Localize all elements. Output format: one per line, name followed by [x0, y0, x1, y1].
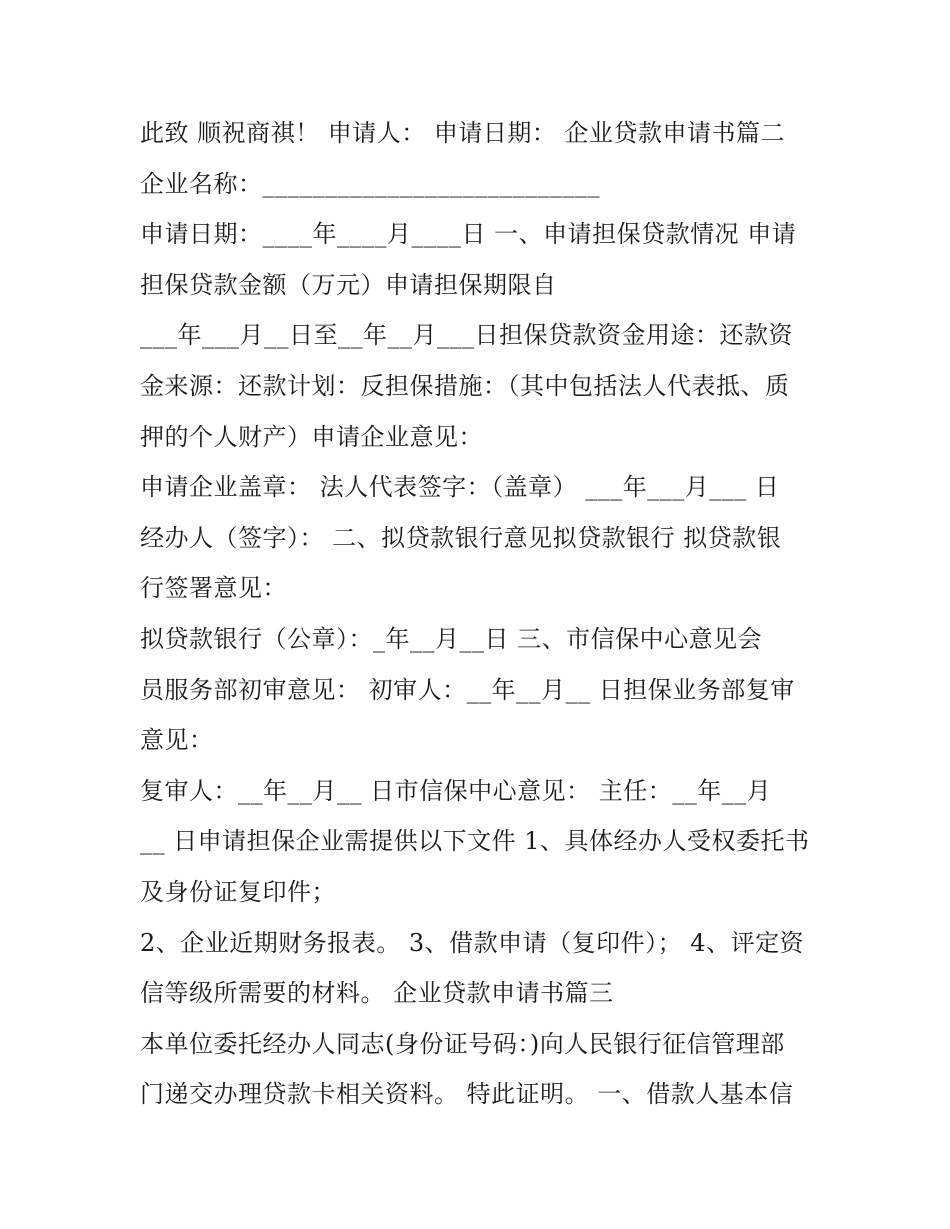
text-line: 复审人：__年__月__ 日市信保中心意见： 主任：__年__月	[140, 776, 772, 805]
text-line: 此致 顺祝商祺！ 申请人： 申请日期： 企业贷款申请书篇二	[140, 119, 786, 147]
text-line: 信等级所需要的材料。 企业贷款申请书篇三	[140, 979, 614, 1008]
text-line: 本单位委托经办人同志(身份证号码：)向人民银行征信管理部	[140, 1029, 785, 1058]
text-line: 押的个人财产）申请企业意见：	[140, 422, 483, 451]
document-page	[140, 108, 840, 1120]
text-line: 拟贷款银行（公章）：_年__月__日 三、市信保中心意见会	[140, 624, 763, 653]
text-line: 行签署意见：	[140, 574, 287, 603]
text-line: 企业名称：___________________________	[140, 169, 600, 198]
text-line: 意见：	[140, 726, 214, 755]
text-line: 及身份证复印件；	[140, 877, 336, 906]
text-line: 门递交办理贷款卡相关资料。 特此证明。 一、借款人基本信	[140, 1080, 794, 1109]
text-line: ___年___月__日至__年__月___日担保贷款资金用途：还款资	[140, 321, 793, 350]
text-line: 申请企业盖章： 法人代表签字：（盖章） ___年___月___ 日	[140, 473, 780, 502]
text-line: 申请日期：____年____月____日 一、申请担保贷款情况 申请	[140, 220, 797, 249]
text-line: 经办人（签字）： 二、拟贷款银行意见拟贷款银行 拟贷款银	[140, 523, 782, 552]
text-line: 担保贷款金额（万元）申请担保期限自	[140, 270, 557, 299]
text-line: 2、企业近期财务报表。 3、借款申请（复印件）； 4、评定资	[140, 928, 805, 957]
text-line: __ 日申请担保企业需提供以下文件 1、具体经办人受权委托书	[140, 827, 810, 856]
text-line: 员服务部初审意见： 初审人：__年__月__ 日担保业务部复审	[140, 675, 795, 704]
text-line: 金来源：还款计划：反担保措施：（其中包括法人代表抵、质	[140, 371, 790, 400]
